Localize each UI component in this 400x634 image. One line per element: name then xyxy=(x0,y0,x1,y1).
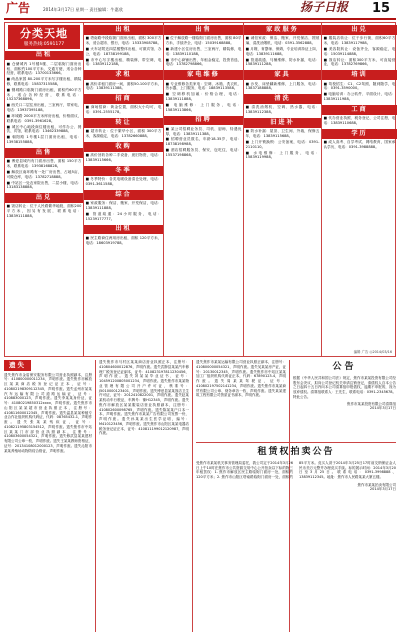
ad-listing: ■ 钢城路口临街门面房出租，面积约60平方米，适合各种经营，联系电话：15237368896。 xyxy=(6,87,82,102)
category-heading: 出租 xyxy=(84,225,163,235)
ad-listing: ■ 商场招商：黄金位置，面积大小均可，电话：0391-2555178。 xyxy=(85,105,162,115)
issue-date: 2014年3月17日 星期一 责任编辑：牛惠欣 xyxy=(43,7,123,12)
ads-column-1 xyxy=(5,23,83,356)
classified-title: 分类天地 xyxy=(20,27,68,40)
rental-auction-notice xyxy=(196,444,396,492)
ad-listing: ■ 管道疏通：24小时服务，电话：15239177777。 xyxy=(85,211,162,221)
ad-listing: ■ 博爱县城内有门面房出售，面积 150平方米，联系电话：13938168828。 xyxy=(6,159,82,168)
ads-column-2 xyxy=(83,23,163,356)
ad-listing: ■ 管道疏通、马桶维修、防水补漏，电话：15839111288。 xyxy=(245,57,320,67)
category-heading: 出租 xyxy=(5,51,83,61)
lost-notices-text-2: 遗失焦作市马村区某某商店营业执照正本，注册号：410804600012876，声明作废。遗失武陟县某某汽车修理厂税务登记证副本，证号：410823197811230456，声明作废。遗失刘某某毕业证书，证号：104591200805001234，声明作废。遗失焦作市某某物业管理有限公司开户许可证，核准号：J5010000123401，声明作废。遗失博爱县某某饭店卫生许可证，证号：2012410822001，声明作废。遗失赵某某机动车行驶证，车牌号：豫H12345，声明作废。遗失焦作市解放区某某服装店营业执照副本，注册号：410802600098765，声明作废。遗失陈某某户口本一本，声明作废。遗失焦作市某某广告有限公司发票一份，声明作废。遗失孙某某出生医学证明，编号：M410123456，声明作废。遗失焦作市山阳区某某电器店税务登记证正本，证号：410811199012120987，声明作废。 xyxy=(99,360,189,436)
category-heading: 求租 xyxy=(84,70,163,80)
classified-ads-block xyxy=(4,22,396,357)
category-heading: 出租 xyxy=(84,25,163,35)
ad-listing: ■ 专业维修各类家电：空调、冰箱、洗衣机、热水器，上门服务，电话：18839113588。 xyxy=(165,81,242,91)
ad-listing: ■ 火车站附近四层楼整体出租，可做宾馆、办公，电话：18738199188。 xyxy=(85,46,162,56)
rental-auction-text: 受焦作市某某机关事务管理局委托，我公司定于2014年3月26日上午10时在焦作市公共资源交易中心公开拍卖以下标的物三年租赁权：1. 焦作市解放区民主路临街门面房一处，面积约120平方米；2. 焦作市山阳区塔南路临街门面房一处，面积约85平方米。竞买人须于2014年3月25日17时前交纳保证金人民币叁万元整并办理竞买手续。标的展示时间：2014年3月20日至3月25日。联系电话：0391-3998888、13839112345。地址：焦作市人民路某某大厦五楼。 xyxy=(196,460,396,480)
category-heading: 出售 xyxy=(164,25,243,35)
ad-listing: ■ 水电维修：上门服务，电话：15839119988。 xyxy=(245,150,320,160)
category-heading: 培训 xyxy=(322,70,397,80)
ad-listing: ■ 西关口二层住房出租，三室两厅，带家电，电话：13937395188。 xyxy=(6,103,82,113)
category-heading: 出兑 xyxy=(5,193,83,203)
ad-listing: ■ 电脑维修：上门服务，电话：15839113866。 xyxy=(165,102,242,112)
lost-notices-col-1 xyxy=(4,360,92,453)
category-heading: 学历 xyxy=(322,129,397,139)
editor-credit: 编辑 广告 ◎2014/03/16 xyxy=(353,349,392,354)
section-title: 广告 xyxy=(6,1,31,15)
ad-listing: ■ 朝阳路 1号楼1层门面房出租，电话：13938155888。 xyxy=(6,135,82,144)
ad-listing: ■ 仓储城内 1号楼5楼、二层临街门面房出租，面积约100平方米，交通方便，适合各种经营，联系电话：13700133666。 xyxy=(6,61,82,76)
ad-listing: ■ 饭店转让：面积300平方米，可直接营业，电话：13782769866。 xyxy=(323,57,396,67)
classified-hotline: 服务热线:0591177 xyxy=(23,41,65,47)
ad-listing: ■ 塔南路中段临街门面房出租，面积 300平方米，适合超市、银行，电话：15333908788。 xyxy=(85,36,162,46)
ad-listing: ■ 中站区一处农家院出售，二层小楼，电话：13183138888。 xyxy=(6,180,82,190)
category-heading: 招聘 xyxy=(164,116,243,126)
ad-listing: ■ 服装店转让：位于步行街，面积60平方米，电话：13839117988。 xyxy=(323,36,396,46)
category-heading: 冬季 xyxy=(84,166,163,176)
category-heading: 清洗 xyxy=(244,94,321,104)
lost-notices-text-1: 遗失焦作市金盾保安服务有限公司营业执照副本，注册号：410800000011234，声明作废。遗失焦作市解放区某某商店税务登记证正本，证号：410802198309112345，声明作废。遗失孟州市某某汽车运输有限公司道路运输证，证号：410883000123，声明作废。遗失李某某身份证，证号：41080219850312xxxx，声明作废。遗失焦作市山阳区某某超市营业执照正本，注册号：410811600012345，声明作废。遗失温县某某种植专业合作社组织机构代码证，代码：08765432-1，声明作废。遗失张某某残疾证，证号：410821195803154512，声明作废。遗失焦作市中站区某某门市部营业执照副本，注册号：410803600054321，声明作废。遗失修武县某某建材有限公司公章一枚，声明作废。遗失王某某教师资格证，证号：20134108012000123，声明作废。遗失沁阳市某某养殖场动物防疫合格证，声明作废。 xyxy=(4,372,92,453)
category-heading: 转让 xyxy=(84,118,163,128)
ad-listing: ■ 位于解放路一楼临街门面房出售，面积 80平方米，手续齐全，电话：15039168888。 xyxy=(165,36,242,46)
ad-listing: ■ 月嫂、育婴师、保姆，专业培训持证上岗，电话：13839111688。 xyxy=(245,46,320,56)
ad-listing: ■ 诚信家政：保洁、搬家、开荒保洁、擦玻璃、清洗油烟机，电话：0391-3562888。 xyxy=(245,36,320,46)
header-rule xyxy=(4,18,396,20)
category-heading: 家具 xyxy=(244,70,321,80)
ad-listing: ■ 冬季特价：各类电暖设备清仓处理，电话：0391-3611588。 xyxy=(85,177,162,187)
ad-listing: ■ 成人高考、自学考试、网络教育，国家承认学历，电话：0391-3988888。 xyxy=(323,140,396,149)
ad-listing: ■ 电脑培训：办公软件、平面设计，电话：13839111988。 xyxy=(323,92,396,101)
page-number: 15 xyxy=(372,1,391,16)
ad-listing: ■ 高价求租门面房一间，面积50-100平方米，电话：13839111388。 xyxy=(85,81,162,91)
category-heading: 出兑 xyxy=(322,25,397,35)
category-heading: 综合 xyxy=(84,190,163,200)
ad-listing: ■ 防水补漏：屋顶、卫生间、外墙，保修五年，电话：13839115688。 xyxy=(245,129,320,139)
category-heading: 招商 xyxy=(84,94,163,104)
classified-brand-box xyxy=(8,25,80,49)
category-heading: 工商 xyxy=(322,105,397,115)
page-header xyxy=(0,0,400,19)
ad-listing: ■ 民主路商住两用房出租，面积 120平方米，电话：18603919788。 xyxy=(85,235,162,245)
lost-notices-text-3: 遗失焦作市某某运输有限公司营业执照正副本，注册号：410800000054321，声明作废。遗失吴某某房产证，证号：20130012345，声明作废。遗失焦作市中站区某某加工厂组织机构代码证正本，代码：67890123-4，声明作废。遗失周某某驾驶证，证号：410802197502141234，声明作废。遗失焦作市某某商贸有限公司公章、财务章各一枚，声明作废。遗失某某建筑工程有限公司资质证书副本，声明作废。 xyxy=(196,360,286,398)
rental-auction-title: 租赁权拍卖公告 xyxy=(257,447,335,457)
ads-column-5 xyxy=(321,23,397,356)
ad-listing: ■ 代办营业执照、税务登记、公司注册，电话：13839110688。 xyxy=(323,116,396,125)
ad-listing: ■ 招聘营业员数名，年龄18-35岁，电话：18738198988。 xyxy=(165,137,242,147)
ad-listing: ■ 美容院转让：设备齐全，客源稳定，电话：15039114888。 xyxy=(323,46,396,56)
notices-section xyxy=(4,360,396,632)
notice-signature: 焦作市某某投资有限公司清算组 2014年3月17日 xyxy=(347,401,396,411)
newspaper-brand: 扬子日报 xyxy=(300,0,349,14)
public-notice xyxy=(293,360,396,411)
ad-listing: ■ 城区中心地段商住楼出租，可作办公、餐饮、宾馆，联系电话：13462339888。 xyxy=(6,124,82,134)
ad-listing: ■ 家政服务：保洁、搬家、开荒保洁，电话：13839111888。 xyxy=(85,201,162,210)
notice-text: 根据《中华人民共和国公司法》规定，焦作市某某投资有限公司经股东会决议，拟向公司登记机关申请注销登记，请债权人自本公告之日起四十五日内向本公司清算组申报债权，逾期不申报的，视为放弃债权。清算组联系人：王先生，联系电话：0391-2345678。特此公告。 xyxy=(293,375,396,399)
ad-listing: ■ 上门开锁换锁：公安备案，电话：0391-2110110。 xyxy=(245,140,320,149)
ad-listing: ■ 超市转让：位于繁华小区，面积 300平方米，客源稳定，电话：13782660888。 xyxy=(85,129,162,139)
category-heading: 收购 xyxy=(84,142,163,152)
category-heading: 家电维修 xyxy=(164,70,243,80)
lost-notices-col-3 xyxy=(196,360,286,398)
ad-listing: ■ 清洗油烟机、空调、热水器，电话：13839112388。 xyxy=(245,105,320,115)
ad-listing: ■ 沙发、床垫翻新维修，上门服务，电话：13837188888。 xyxy=(245,81,320,91)
ad-listing: ■ 驾校招生：C1、C2驾照，随到随学，电话：0391-3590000。 xyxy=(323,81,396,91)
ad-listing: ■ 环城路 2000平方米库房出租，价格面议，联系电话：0391-3961628。 xyxy=(6,113,82,123)
notice-title: 公告 xyxy=(332,362,357,372)
ad-listing: ■ 市中心写字楼出租，精装修，带空调，电话：13839112188。 xyxy=(85,57,162,67)
category-heading: 出售 xyxy=(5,148,83,158)
lost-notices-col-2 xyxy=(99,360,189,436)
ad-listing: ■ 解放区南环路有一处厂房出售，占地5亩，可做仓库，电话：13782718888。 xyxy=(6,169,82,179)
category-heading: 旧进补 xyxy=(244,118,321,128)
ad-listing: ■ 饭店转让：位于人民路繁华地段，面积200平方米，因另有发展，联系电话：13839111888。 xyxy=(6,204,82,218)
lost-notice-heading: 遗失 xyxy=(4,360,31,371)
ads-column-3 xyxy=(163,23,243,356)
ad-listing: ■ 新建小区住房出售，三室两厅，精装修，电话：13839110188。 xyxy=(165,46,242,56)
category-heading: 家政服务 xyxy=(244,25,321,35)
ad-listing: ■ 酒店招聘服务员、保安，包吃住，电话：15537198868。 xyxy=(165,148,242,157)
ad-listing: ■ 尚品家园 80-200平方米写字楼出租，精装修，联系电话：15837315588。 xyxy=(6,77,82,86)
rental-auction-signature: 焦作市某某拍卖有限公司 2014年3月17日 xyxy=(357,482,396,492)
ad-listing: ■ 高价回收各种二手设备、废旧物资，电话：13839115666。 xyxy=(85,153,162,163)
ad-listing: ■ 某公司招聘业务员、司机、厨师，待遇优厚，电话：13839111388。 xyxy=(165,126,242,136)
ads-column-4 xyxy=(243,23,321,356)
ad-listing: ■ 市中心商铺出售，年租金稳定，投资首选，电话：13782798866。 xyxy=(165,57,242,67)
ad-listing: ■ 空调移机加氟：价格合理，电话：13839111888。 xyxy=(165,92,242,101)
